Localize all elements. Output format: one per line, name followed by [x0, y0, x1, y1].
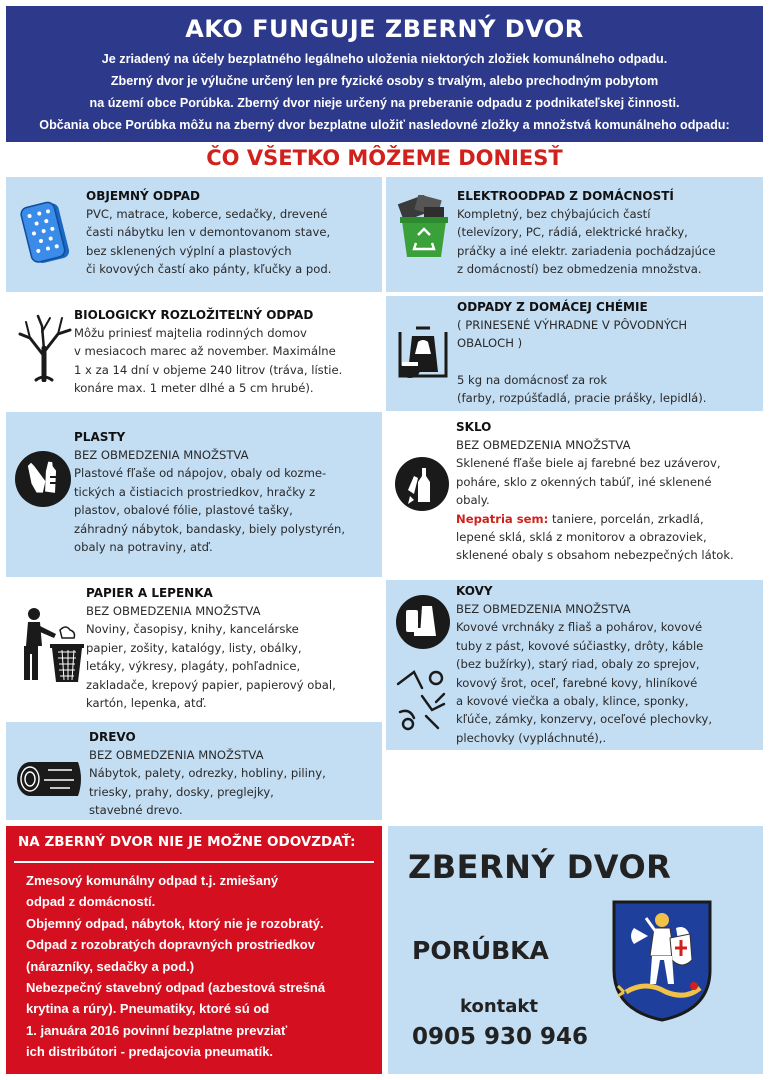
card-text-line: kľúče, zámky, konzervy, oceľové plechovky, — [456, 712, 713, 727]
card-text-line: bez sklenených výplní a plastových — [86, 243, 292, 258]
card-text-line: letáky, výkresy, plagáty, pohľadnice, — [86, 659, 301, 674]
phone-number: 0905 930 946 — [412, 1024, 589, 1050]
card-bio-waste — [6, 298, 382, 406]
card-glass — [386, 414, 763, 564]
header-banner — [6, 6, 763, 142]
coat-of-arms-icon — [610, 898, 714, 1024]
card-text-line: lepené sklá, sklá z monitorov a obrazoviek, — [456, 530, 707, 545]
banned-line: odpad z domácností. — [26, 894, 156, 910]
card-title: SKLO — [456, 420, 492, 434]
card-text-line: PVC, matrace, koberce, sedačky, drevené — [86, 207, 328, 221]
card-text-line: Sklenené fľaše biele aj farebné bez uzáverov, — [456, 456, 721, 471]
page-title: AKO FUNGUJE ZBERNÝ DVOR — [185, 15, 584, 43]
household-chemicals-icon — [396, 324, 450, 384]
card-text-line: či kovových častí ako pánty, kľučky a pod. — [86, 262, 332, 277]
banned-line: 1. januára 2016 povinní bezplatne prevziať — [26, 1022, 288, 1038]
card-text-line: OBALOCH ) — [457, 336, 523, 351]
card-text-line — [457, 353, 757, 371]
header-line: Je zriadený na účely bezplatného legálneho uloženia niektorých zložiek komunálneho odpadu. — [101, 52, 668, 66]
card-title: PLASTY — [74, 430, 126, 444]
banned-line: Objemný odpad, nábytok, ktorý nie je rozobratý. — [26, 915, 324, 931]
card-text-line: Nábytok, palety, odrezky, hobliny, piliny, — [89, 766, 326, 781]
card-text-line: kovový šrot, oceľ, farebné kovy, hliníkové — [456, 675, 698, 690]
card-e-waste — [386, 177, 763, 292]
card-text-line: 5 kg na domácnosť za rok — [457, 372, 608, 387]
not-allowed-label: Nepatria sem: — [456, 511, 549, 526]
card-text-line: obaly. — [456, 493, 490, 508]
card-text-line: obaly na potraviny, atď. — [74, 540, 213, 555]
card-title: OBJEMNÝ ODPAD — [86, 189, 200, 203]
card-text-line: BEZ OBMEDZENIA MNOŽSTVA — [456, 602, 631, 616]
glass-bottles-icon — [394, 456, 450, 512]
card-text-line: Môžu priniesť majtelia rodinných domov — [74, 326, 307, 340]
tree-icon — [14, 312, 74, 382]
card-text-line: a kovové viečka a obaly, klince, sponky, — [456, 694, 689, 709]
card-paper — [6, 584, 382, 716]
card-text-line: BEZ OBMEDZENIA MNOŽSTVA — [86, 604, 261, 618]
divider — [14, 861, 374, 863]
person-trash-bin-icon — [20, 604, 84, 684]
card-household-chemicals — [386, 296, 763, 411]
card-text-line: poháre, sklo z okenných tabúľ, iné sklenené — [456, 474, 712, 489]
site-name: ZBERNÝ DVOR — [408, 848, 672, 886]
header-line: na území obce Porúbka. Zberný dvor nieje určený na preberanie odpadu z podnikateľskej činnosti. — [89, 96, 680, 110]
card-text-line: Plastové fľaše od nápojov, obaly od kozme- — [74, 466, 327, 481]
card-text-line: tických a čistiacich prostriedkov, hračky z — [74, 484, 316, 499]
contact-label: kontakt — [460, 996, 538, 1017]
card-text-line: ( PRINESENÉ VÝHRADNE V PÔVODNÝCH — [457, 318, 688, 332]
card-text-line: kartón, lepenka, atď. — [86, 696, 207, 711]
banned-line: ich distribútori - predajcovia pneumatík. — [26, 1044, 274, 1060]
metal-cans-icon — [392, 592, 454, 732]
card-text-line: práčky a iné elektr. zariadenia pochádzajúce — [457, 243, 716, 258]
card-text-line: záhradný nábytok, bandasky, biely polystyrén, — [74, 521, 346, 536]
card-title: PAPIER A LEPENKA — [86, 586, 213, 600]
banned-line: krytina a rúry). Pneumatiky, ktoré sú od — [26, 1001, 270, 1017]
card-text-line: triesky, prahy, dosky, preglejky, — [89, 784, 274, 799]
card-text-line: stavebné drevo. — [89, 803, 183, 818]
card-wood — [6, 722, 382, 820]
header-line: Občania obce Porúbka môžu na zberný dvor bezplatne uložiť nasledovné zložky a množstvá komunálneho odpadu: — [39, 118, 730, 132]
card-text-line: papier, zošity, katalógy, listy, obálky, — [86, 640, 302, 655]
header-line: Zberný dvor je výlučne určený len pre fyzické osoby s trvalým, alebo prechodným pobytom — [110, 74, 659, 88]
card-text-line: plechovky (vypláchnuté),. — [456, 730, 607, 745]
card-text-line: BEZ OBMEDZENIA MNOŽSTVA — [74, 448, 249, 462]
card-text-line: BEZ OBMEDZENIA MNOŽSTVA — [89, 748, 264, 762]
card-bulky-waste — [6, 177, 382, 292]
section-heading: ČO VŠETKO MÔŽEME DONIESŤ — [206, 146, 563, 170]
card-text-line: z domácností) bez obmedzenia množstva. — [457, 262, 702, 277]
card-text-line: BEZ OBMEDZENIA MNOŽSTVA — [456, 438, 631, 452]
card-text-line — [456, 510, 761, 528]
contact-panel — [388, 826, 763, 1074]
card-title: ELEKTROODPAD Z DOMÁCNOSTÍ — [457, 189, 674, 203]
banned-line: Nebezpečný stavebný odpad (azbestová strešná — [26, 980, 326, 996]
card-text-line: sklenené obaly s obsahom nebezpečných látok. — [456, 548, 734, 563]
log-icon — [14, 758, 90, 800]
card-text-line: konáre max. 1 meter dlhé a 5 cm hrubé). — [74, 381, 314, 396]
card-title: DREVO — [89, 730, 136, 744]
banned-line: Zmesový komunálny odpad t.j. zmiešaný — [26, 873, 279, 888]
card-text-line: Noviny, časopisy, knihy, kancelárske — [86, 622, 299, 637]
card-text-line: v mesiacoch marec až november. Maximálne — [74, 344, 336, 359]
card-text-line: (bez bužírky), starý riad, obaly zo sprejov, — [456, 657, 700, 672]
card-text-line: Kompletný, bez chýbajúcich častí — [457, 207, 651, 221]
card-text-line: (farby, rozpúšťadlá, pracie prášky, lepidlá). — [457, 391, 707, 406]
municipality-name: PORÚBKA — [412, 936, 549, 965]
banned-title: NA ZBERNÝ DVOR NIE JE MOŽNE ODOVZDAŤ: — [18, 834, 356, 850]
card-metals — [386, 580, 763, 750]
electronics-bin-icon — [394, 195, 454, 259]
card-text-line: tuby z pást, kovové súčiastky, drôty, káble — [456, 638, 704, 653]
plastic-bottles-icon — [14, 450, 72, 508]
card-text-line: plastov, obalové fólie, plastové tašky, — [74, 503, 293, 518]
card-text-line: časti nábytku len v demontovanom stave, — [86, 225, 331, 240]
banned-items-panel — [6, 826, 382, 1074]
card-text-line: Kovové vrchnáky z fliaš a pohárov, kovové — [456, 620, 703, 635]
banned-line: (nárazníky, sedačky a pod.) — [26, 958, 195, 974]
card-title: BIOLOGICKY ROZLOŽITEĽNÝ ODPAD — [74, 308, 314, 322]
card-text-line: zakladače, krepový papier, papierový obal, — [86, 677, 336, 692]
not-allowed-text: taniere, porcelán, zrkadlá, — [548, 511, 704, 526]
mattress-icon — [20, 199, 76, 265]
banned-line: Odpad z rozobratých dopravných prostriedkov — [26, 937, 315, 953]
card-title: KOVY — [456, 584, 493, 598]
card-text-line: (televízory, PC, rádiá, elektrické hračky, — [457, 225, 688, 240]
card-plastics — [6, 412, 382, 577]
card-title: ODPADY Z DOMÁCEJ CHÉMIE — [457, 300, 648, 314]
card-text-line: 1 x za 14 dní v objeme 240 litrov (tráva, lístie. — [74, 362, 343, 377]
